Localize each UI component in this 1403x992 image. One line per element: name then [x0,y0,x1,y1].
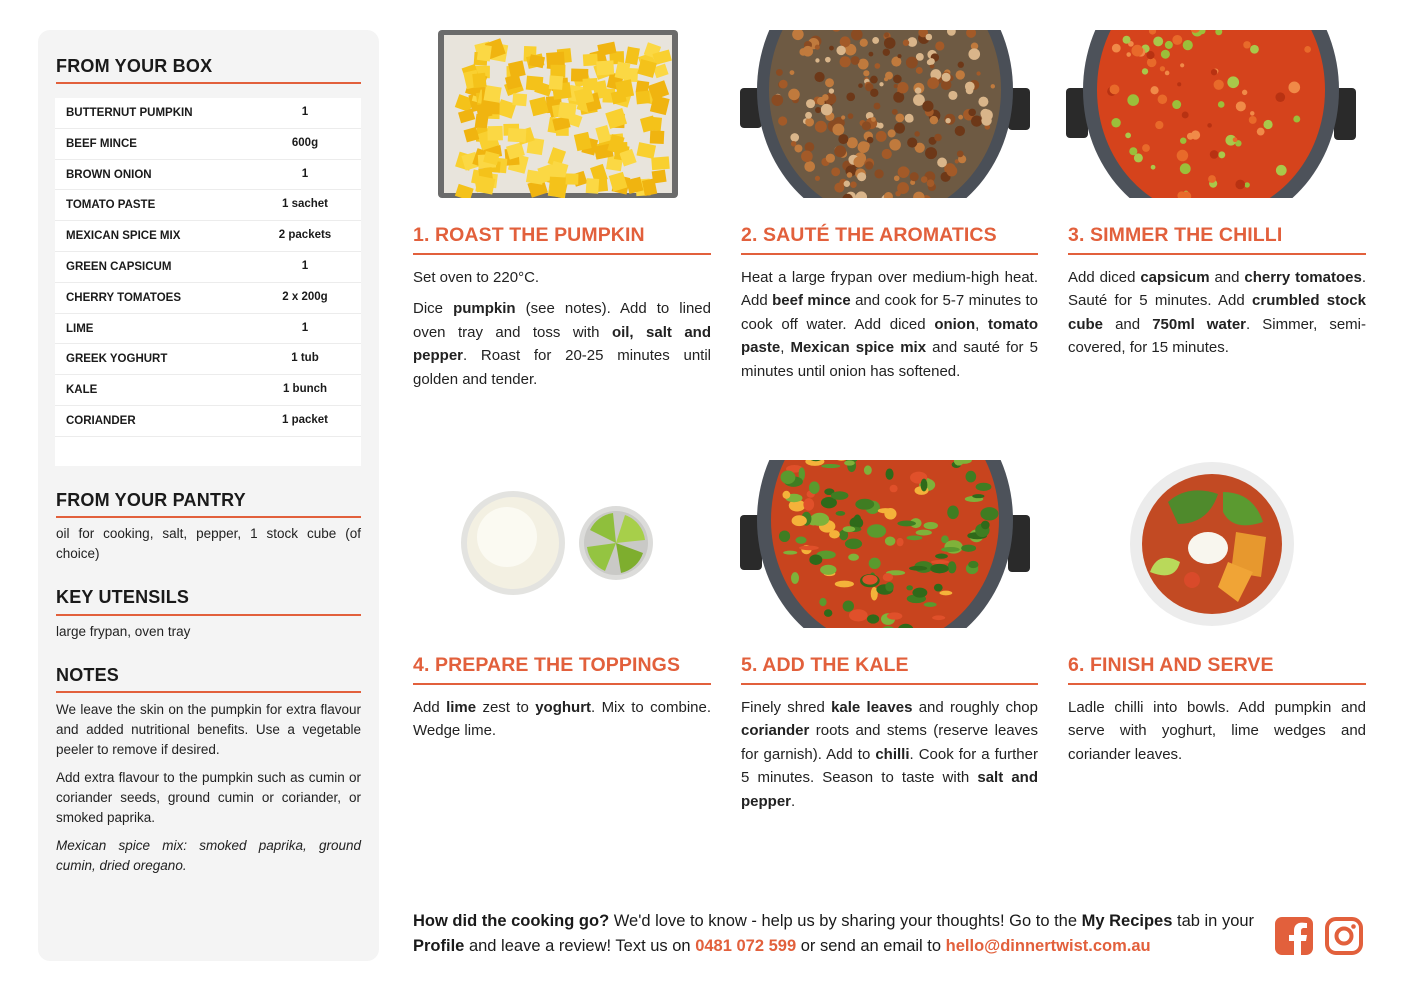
beef-mince-frypan-photo [740,30,1030,198]
text-run: , [780,339,791,357]
contact-link[interactable]: 0481 072 599 [695,937,797,955]
ingredient-name: CORIANDER [66,414,136,427]
notes-paragraph: We leave the skin on the pumpkin for extra flavour and added nutritional benefits. Use a vegetable peeler to remove if desired. [56,702,361,757]
notes-heading: NOTES [56,665,120,685]
bold-text: How did the cooking go? [413,912,610,930]
text-run: , [975,315,989,333]
step-3-instructions [1068,266,1366,360]
ingredient-name: GREEN CAPSICUM [66,260,172,273]
key-utensils-heading: KEY UTENSILS [56,587,190,607]
bold-text: tomato paste [741,315,1039,357]
step-2-title: 2. SAUTÉ THE AROMATICS [741,224,997,246]
ingredient-row [55,190,361,221]
bold-text: salt and pepper [741,769,1038,810]
ingredient-row [55,344,361,375]
ingredient-name: CHERRY TOMATOES [66,291,182,304]
step-5-title: 5. ADD THE KALE [741,654,909,676]
yoghurt-and-lime-bowls-photo [455,485,660,600]
notes-paragraph: Mexican spice mix: smoked paprika, ground cumin, dried oregano. [56,838,361,873]
ingredient-quantity: 1 tub [291,352,319,365]
ingredient-name: TOMATO PASTE [66,199,156,212]
text-run: . Mix to combine. Wedge lime. [413,699,711,740]
text-run: and roughly chop [912,699,1038,716]
text-run: Add [413,699,447,716]
bold-text: onion [934,315,976,333]
text-run: . Simmer, semi-covered, for 15 minutes. [1068,315,1366,357]
step-5-instructions [741,696,1038,813]
ingredient-quantity: 1 [301,167,309,180]
step-rule [741,683,1038,685]
ingredient-quantity: 1 packet [281,413,329,426]
instagram-icon[interactable] [1325,917,1363,955]
ingredient-name: BEEF MINCE [66,137,137,150]
ingredient-name: BROWN ONION [66,168,152,181]
step-rule [1068,683,1366,685]
bold-text: chilli [875,745,910,763]
served-bowl-photo [1128,462,1296,630]
ingredient-name: KALE [66,384,98,397]
bold-text: My Recipes [1081,912,1173,930]
contact-link[interactable]: hello@dinnertwist.com.au [945,937,1151,955]
text-run: and leave a review! Text us on [464,937,696,955]
text-run: and cook for 5-7 minutes to cook off water. Add diced [741,292,1038,333]
sidebar-panel [38,30,379,961]
text-run: Add diced [1068,269,1141,286]
step-6-title: 6. FINISH AND SERVE [1068,654,1274,676]
text-run: (see notes). Add to lined oven tray and toss with [413,300,711,341]
bold-text: kale leaves [831,699,913,716]
bold-text: pumpkin [453,300,516,318]
step-2-instructions [741,266,1038,383]
instruction-paragraph [413,696,711,743]
bold-text: capsicum [1140,269,1210,286]
ingredient-row [55,129,361,160]
bold-text: beef mince [772,292,851,310]
ingredient-row [55,375,361,406]
text-run: and sauté for 5 minutes until onion has softened. [741,339,1038,380]
bold-text: Profile [413,937,465,955]
ingredient-name: MEXICAN SPICE MIX [66,230,181,243]
text-run: . Cook for a further 5 minutes. Season to taste with [741,745,1038,787]
instruction-paragraph [1068,696,1366,766]
ingredient-quantity: 1 sachet [281,198,329,211]
ingredient-row [55,160,361,191]
notes-paragraph: Add extra flavour to the pumpkin such as cumin or coriander seeds, ground cumin or coriander, or smoked paprika. [56,770,361,825]
ingredient-name: GREEK YOGHURT [66,353,168,366]
text-run: zest to [476,699,536,716]
text-run: . [791,792,796,810]
step-6-instructions [1068,696,1366,766]
heading-rule [56,82,361,84]
heading-rule [56,691,361,693]
utensils-text: large frypan, oven tray [56,624,191,639]
step-rule [1068,253,1366,255]
step-rule [413,683,711,685]
text-run: Ladle chilli into bowls. Add pumpkin and serve with yoghurt, lime wedges and coriander leaves. [1068,699,1366,763]
text-run: Dice [413,300,454,318]
bold-text: yoghurt [535,699,592,716]
from-your-pantry-heading: FROM YOUR PANTRY [56,490,246,510]
bold-text: 750ml water [1152,315,1246,333]
chilli-simmer-pan-photo [1066,30,1356,198]
text-run: tab in your [1172,912,1255,930]
ingredient-name: LIME [66,322,94,335]
ingredient-quantity: 1 bunch [282,383,328,396]
step-4-title: 4. PREPARE THE TOPPINGS [413,654,681,676]
instruction-paragraph [741,266,1038,383]
pantry-text: oil for cooking, salt, pepper, 1 stock cube (of choice) [56,526,361,561]
instruction-paragraph [413,297,711,391]
text-run: Heat a large frypan over medium-high heat. Add [741,269,1038,310]
bold-text: oil, salt and pepper [413,323,711,365]
ingredient-quantity: 1 [301,106,309,118]
ingredient-row [55,221,361,252]
ingredients-table [55,98,361,466]
ingredient-row [55,98,361,129]
step-3-title: 3. SIMMER THE CHILLI [1068,224,1283,246]
text-run: Set oven to 220°C. [413,269,540,286]
facebook-icon[interactable] [1275,917,1313,955]
ingredient-quantity: 1 [301,321,309,334]
bold-text: cherry tomatoes [1244,269,1362,286]
instruction-paragraph [741,696,1038,813]
text-run: . Sauté for 5 minutes. Add [1068,269,1366,310]
feedback-footer-text [413,909,1263,959]
ingredient-row [55,314,361,345]
text-run: We'd love to know - help us by sharing your thoughts! Go to the [609,912,1082,930]
step-rule [741,253,1038,255]
text-run: roots and stems (reserve leaves for garnish). Add to [741,722,1038,763]
instruction-paragraph [413,266,711,289]
step-rule [413,253,711,255]
ingredient-row [55,406,361,437]
bold-text: coriander [741,722,810,740]
step-4-instructions [413,696,711,743]
step-1-title: 1. ROAST THE PUMPKIN [413,224,645,246]
text-run: or send an email to [796,937,946,955]
text-run: . Roast for 20-25 minutes until golden and tender. [413,347,711,388]
ingredient-quantity: 2 x 200g [282,290,328,303]
from-your-box-heading: FROM YOUR BOX [56,56,213,76]
ingredient-quantity: 2 packets [278,229,332,242]
text-run: Finely shred [741,699,832,716]
instruction-paragraph [1068,266,1366,360]
bold-text: crumbled stock cube [1068,292,1366,333]
text-run: and [1103,315,1153,333]
bold-text: lime [446,699,477,716]
step-1-instructions [413,266,711,391]
roasted-pumpkin-tray-photo [438,30,678,198]
kale-chilli-pan-photo [740,460,1030,628]
ingredient-row [55,283,361,314]
heading-rule [56,614,361,616]
ingredient-row [55,252,361,283]
text-run: and [1209,269,1245,286]
heading-rule [56,516,361,518]
ingredient-quantity: 600g [291,136,319,149]
bold-text: Mexican spice mix [790,339,927,357]
ingredient-quantity: 1 [301,259,309,272]
ingredient-name: BUTTERNUT PUMPKIN [66,107,193,119]
